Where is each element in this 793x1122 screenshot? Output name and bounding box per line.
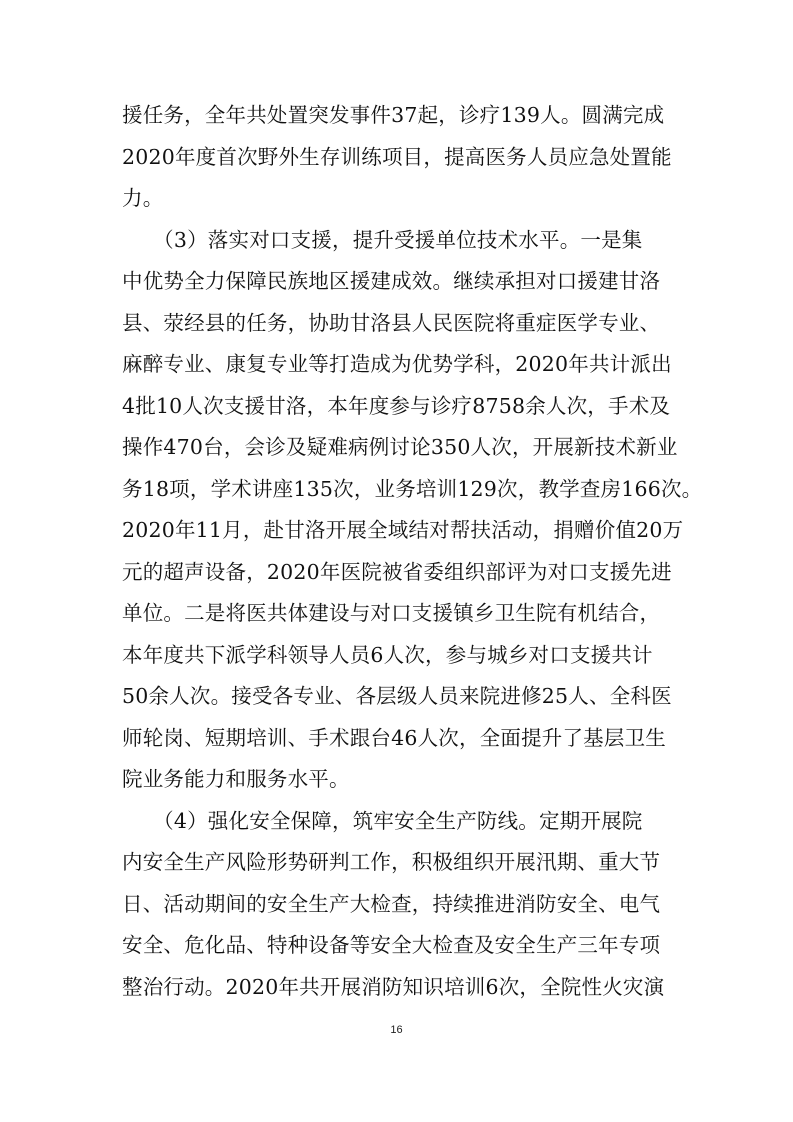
text-line: 本年度共下派学科领导人员6人次，参与城乡对口支援共计 — [122, 642, 653, 667]
text-line: 师轮岗、短期培训、手术跟台46人次，全面提升了基层卫生 — [122, 725, 666, 750]
text-line: 元的超声设备，2020年医院被省委组织部评为对口支援先进 — [122, 559, 672, 584]
text-line: 援任务，全年共处置突发事件37起，诊疗139人。圆满完成 — [122, 103, 665, 127]
text-line: 整治行动。2020年共开展消防知识培训6次，全院性火灾演 — [122, 974, 665, 999]
text-line: 日、活动期间的安全生产大检查，持续推进消防安全、电气 — [122, 891, 661, 916]
text-line: 力。 — [122, 186, 164, 210]
text-line: （3）落实对口支援，提升受援单位技术水平。一是集 — [122, 227, 643, 252]
text-line: 院业务能力和服务水平。 — [122, 767, 350, 791]
text-line: 务18项，学术讲座135次，业务培训129次，教学查房166次。 — [122, 476, 703, 501]
page-number: 16 — [390, 1024, 403, 1036]
body-text — [122, 95, 703, 1008]
text-line: 操作470台，会诊及疑难病例讨论350人次，开展新技术新业 — [122, 435, 678, 459]
text-line: 2020年11月，赴甘洛开展全域结对帮扶活动，捐赠价值20万 — [122, 518, 684, 542]
text-line: 4批10人次支援甘洛，本年度参与诊疗8758余人次，手术及 — [122, 393, 671, 418]
text-line: 单位。二是将医共体建设与对口支援镇乡卫生院有机结合， — [122, 601, 661, 625]
text-line: 2020年度首次野外生存训练项目，提高医务人员应急处置能 — [122, 144, 672, 169]
text-line: 麻醉专业、康复专业等打造成为优势学科，2020年共计派出 — [122, 352, 672, 376]
text-line: 县、荥经县的任务，协助甘洛县人民医院将重症医学专业、 — [122, 310, 661, 335]
text-line: 安全、危化品、特种设备等安全大检查及安全生产三年专项 — [122, 933, 661, 957]
text-line: 中优势全力保障民族地区援建成效。继续承担对口援建甘洛 — [122, 269, 661, 293]
text-line: 内安全生产风险形势研判工作，积极组织开展汛期、重大节 — [122, 850, 661, 874]
text-line: 50余人次。接受各专业、各层级人员来院进修25人、全科医 — [122, 684, 672, 708]
text-line: （4）强化安全保障，筑牢安全生产防线。定期开展院 — [122, 808, 643, 833]
